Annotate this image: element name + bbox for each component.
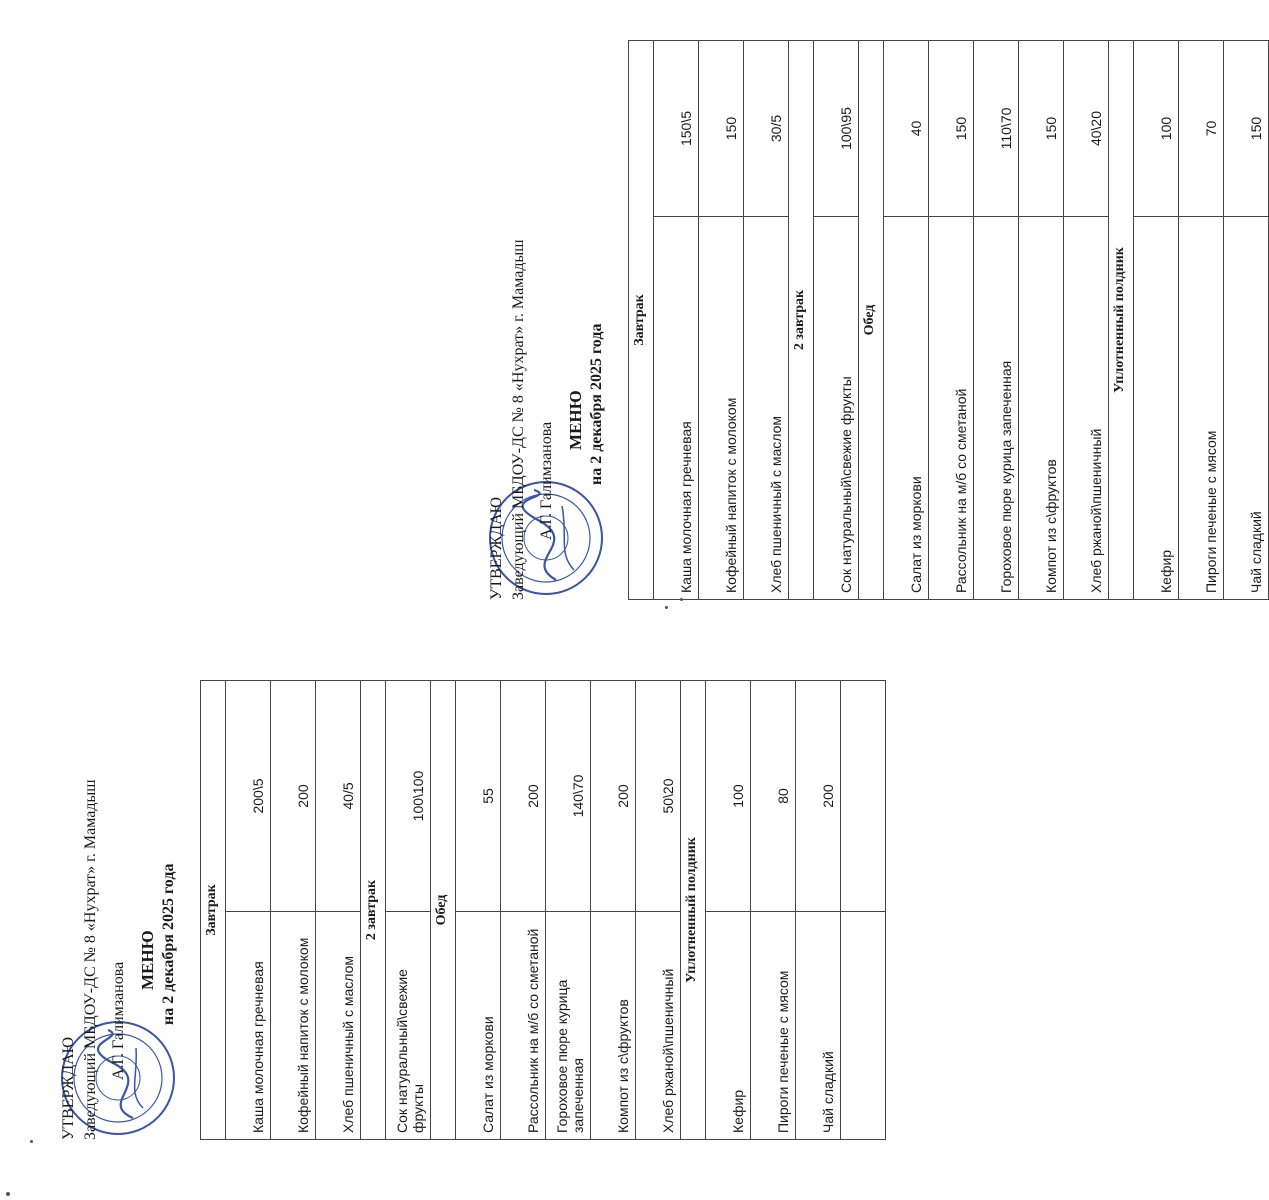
dish-qty: 40\20 <box>1064 41 1109 217</box>
dish-name: Каша молочная гречневая <box>226 912 271 1140</box>
table-row <box>386 681 431 1140</box>
table-row <box>546 681 591 1140</box>
dish-qty: 40 <box>884 41 929 217</box>
menu-header <box>60 50 190 1140</box>
table-row <box>636 681 681 1140</box>
scan-speck <box>680 598 683 601</box>
dish-qty: 150 <box>699 41 744 217</box>
dish-qty: 100 <box>706 681 751 912</box>
dish-qty: 200 <box>271 681 316 912</box>
table-row <box>929 41 974 600</box>
table-row <box>1019 41 1064 600</box>
section-title: Завтрак <box>629 41 654 600</box>
table-row <box>654 41 699 600</box>
table-row <box>744 41 789 600</box>
dish-qty: 50\20 <box>636 681 681 912</box>
dish-qty: 100 <box>1134 41 1179 217</box>
dish-qty: 40/5 <box>316 681 361 912</box>
dish-name: Пироги печеные с мясом <box>751 912 796 1140</box>
dish-name: Кефир <box>706 912 751 1140</box>
table-row <box>1179 41 1224 600</box>
scan-speck <box>30 1140 33 1143</box>
table-row <box>501 681 546 1140</box>
dish-name: Хлеб пшеничный с маслом <box>744 217 789 600</box>
dish-name: Чай сладкий <box>796 912 841 1140</box>
dish-name: Пироги печеные с мясом <box>1179 217 1224 600</box>
dish-qty: 70 <box>1179 41 1224 217</box>
section-title: Обед <box>431 681 456 1140</box>
menu-header <box>488 25 618 600</box>
approve-label: УТВЕРЖДАЮ <box>60 1036 77 1140</box>
dish-name: Хлеб пшеничный с маслом <box>316 912 361 1140</box>
section-title: Уплотненный полдник <box>681 681 706 1140</box>
section-title: 2 завтрак <box>361 681 386 1140</box>
dish-qty: 55 <box>456 681 501 912</box>
organization-line: Заведующий МБДОУ-ДС № 8 «Нухрат» г. Мамадыш <box>82 779 99 1140</box>
approve-label: УТВЕРЖДАЮ <box>488 496 505 600</box>
dish-name: Компот из с\фруктов <box>591 912 636 1140</box>
section-title: Уплотненный полдник <box>1109 41 1134 600</box>
scan-speck <box>6 1192 10 1196</box>
menu-date: на 2 декабря 2025 года <box>588 323 605 485</box>
section-title: 2 завтрак <box>789 41 814 600</box>
table-row <box>591 681 636 1140</box>
dish-name: Кофейный напиток с молоком <box>271 912 316 1140</box>
organization-line: Заведующий МБДОУ-ДС № 8 «Нухрат» г. Мамадыш <box>510 239 527 600</box>
signatory-name: А.Г. Галимзанова <box>110 961 127 1080</box>
table-row <box>316 681 361 1140</box>
menu-title: МЕНЮ <box>566 390 585 450</box>
dish-name: Чай сладкий <box>1224 217 1269 600</box>
dish-qty: 110\70 <box>974 41 1019 217</box>
dish-name: Рассольник на м/б со сметаной <box>929 217 974 600</box>
dish-name: Компот из с\фруктов <box>1019 217 1064 600</box>
dish-name: Гороховое пюре курица запеченная <box>546 912 591 1140</box>
dish-qty: 200 <box>796 681 841 912</box>
scan-speck <box>665 606 668 609</box>
table-row <box>796 681 841 1140</box>
dish-qty: 200 <box>591 681 636 912</box>
dish-name: Сок натуральный\свежие фрукты <box>386 912 431 1140</box>
dish-name: Кофейный напиток с молоком <box>699 217 744 600</box>
dish-qty: 150 <box>1224 41 1269 217</box>
table-row <box>751 681 796 1140</box>
table-row <box>456 681 501 1140</box>
table-row <box>814 41 859 600</box>
menu-table <box>628 40 1269 600</box>
dish-name: Каша молочная гречневая <box>654 217 699 600</box>
table-row <box>1134 41 1179 600</box>
dish-qty: 80 <box>751 681 796 912</box>
dish-qty: 200\5 <box>226 681 271 912</box>
dish-qty: 150\5 <box>654 41 699 217</box>
table-row <box>226 681 271 1140</box>
dish-qty: 150 <box>929 41 974 217</box>
dish-name: Салат из моркови <box>456 912 501 1140</box>
menu-sheet-right <box>488 25 1264 600</box>
dish-qty: 140\70 <box>546 681 591 912</box>
dish-qty: 30/5 <box>744 41 789 217</box>
menu-table <box>200 680 886 1140</box>
dish-name: Кефир <box>1134 217 1179 600</box>
menu-title: МЕНЮ <box>138 930 157 990</box>
signatory-name: А.Г. Галимзанова <box>538 421 555 540</box>
empty-cell <box>841 681 886 912</box>
table-row <box>974 41 1019 600</box>
dish-name: Сок натуральный\свежие фрукты <box>814 217 859 600</box>
table-row <box>1064 41 1109 600</box>
dish-qty: 150 <box>1019 41 1064 217</box>
dish-name: Хлеб ржаной\пшеничный <box>1064 217 1109 600</box>
table-row <box>271 681 316 1140</box>
dish-name: Салат из моркови <box>884 217 929 600</box>
section-title: Обед <box>859 41 884 600</box>
table-row <box>884 41 929 600</box>
menu-date: на 2 декабря 2025 года <box>160 863 177 1025</box>
dish-name: Рассольник на м/б со сметаной <box>501 912 546 1140</box>
empty-cell <box>841 912 886 1140</box>
table-row <box>1224 41 1269 600</box>
dish-name: Гороховое пюре курица запеченная <box>974 217 1019 600</box>
section-title: Завтрак <box>201 681 226 1140</box>
table-row <box>699 41 744 600</box>
table-row <box>706 681 751 1140</box>
dish-qty: 200 <box>501 681 546 912</box>
dish-qty: 100\100 <box>386 681 431 912</box>
dish-qty: 100\95 <box>814 41 859 217</box>
dish-name: Хлеб ржаной\пшеничный <box>636 912 681 1140</box>
